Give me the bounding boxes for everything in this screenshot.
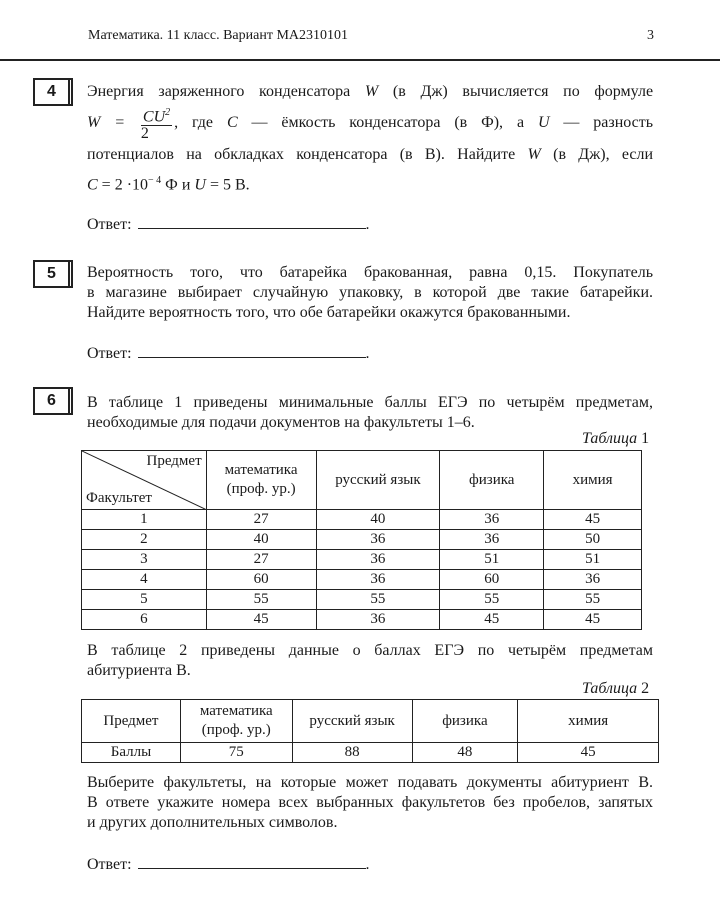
table-cell-score: 45 <box>206 610 316 630</box>
q4-text-2a: , где <box>174 114 214 131</box>
table-2-header-chem: химия <box>518 700 659 743</box>
q4-var-c-2: C <box>87 176 98 194</box>
question-6-intro <box>87 393 653 433</box>
header-title: Математика. 11 класс. Вариант МА2310101 <box>88 28 348 43</box>
question-6-mid <box>87 641 653 681</box>
table-cell-score: 60 <box>206 570 316 590</box>
table-1-caption <box>582 430 649 448</box>
question-4-text <box>87 82 653 194</box>
table-2 <box>81 699 659 763</box>
q4-answer-field[interactable] <box>138 214 366 229</box>
table-1-header-math <box>206 451 316 510</box>
question-5-number: 5 <box>47 265 56 282</box>
q4-var-u: U <box>537 114 550 131</box>
header-math-line-2: (проф. ур.) <box>226 481 296 497</box>
table-cell-score: 36 <box>316 610 440 630</box>
table-1-header-row <box>82 451 642 510</box>
table-1-header-chem: химия <box>544 451 642 510</box>
q5-answer-field[interactable] <box>138 343 366 358</box>
q4-formula-fraction <box>141 105 172 142</box>
question-4-number-box <box>33 78 73 106</box>
q4-var-u-2: U <box>194 176 206 194</box>
table-row <box>82 610 642 630</box>
table-2-header-math <box>180 700 292 743</box>
table-cell-score: 36 <box>440 530 544 550</box>
q6-answer-field[interactable] <box>138 854 366 869</box>
question-6-number-box <box>33 387 73 415</box>
q6-intro-line-2: необходимые для подачи документов на факультеты 1–6. <box>87 414 475 431</box>
page-number: 3 <box>647 28 654 43</box>
page-header <box>88 28 654 48</box>
table-cell-score: 45 <box>440 610 544 630</box>
table-2-caption-word: Таблица <box>582 680 638 697</box>
table-cell-score: 55 <box>206 590 316 610</box>
table-1-header-phys: физика <box>440 451 544 510</box>
q4-frac-num: CU <box>142 107 166 125</box>
q4-text-3a: потенциалов на обкладках конденсатора (в В). Найдите <box>87 146 516 163</box>
table-cell-score: 51 <box>440 550 544 570</box>
table-cell-score: 36 <box>440 510 544 530</box>
q4-formula-lhs: W = <box>87 114 126 131</box>
t2-header-math-line-1: математика <box>199 703 273 719</box>
table-cell-score: 55 <box>316 590 440 610</box>
q4-value-c: = 2 ·10 <box>101 176 149 194</box>
q6-outro-line-3: и других дополнительных символов. <box>87 814 338 831</box>
question-6-answer <box>87 854 370 874</box>
table-row <box>82 590 642 610</box>
t2-header-math-line-2: (проф. ур.) <box>201 722 271 738</box>
table-2-scores-row <box>82 743 659 763</box>
question-5-answer <box>87 343 370 363</box>
table-1-caption-word: Таблица <box>582 430 638 447</box>
q6-answer-label: Ответ: <box>87 856 132 873</box>
table-cell-faculty: 2 <box>82 530 207 550</box>
q4-text-2b: — ёмкость конденсатора (в Ф), а <box>251 114 525 131</box>
table-cell-faculty: 1 <box>82 510 207 530</box>
corner-label-faculty: Факультет <box>86 490 152 506</box>
question-4-answer <box>87 214 370 234</box>
table-cell-score: 40 <box>206 530 316 550</box>
table-cell-score: 27 <box>206 550 316 570</box>
table-1-corner-cell <box>82 451 207 510</box>
q4-text-4mid: Ф и <box>165 176 191 194</box>
table-cell-faculty: 3 <box>82 550 207 570</box>
table-cell-faculty: 6 <box>82 610 207 630</box>
question-5-text <box>87 263 653 323</box>
table-2-label-subject: Предмет <box>82 700 181 743</box>
table-row <box>82 510 642 530</box>
table-2-caption <box>582 680 649 698</box>
q6-answer-end: . <box>365 856 370 873</box>
table-2-caption-number: 2 <box>641 680 650 697</box>
table-cell-score: 36 <box>316 530 440 550</box>
question-5-number-box <box>33 260 73 288</box>
table-row <box>82 570 642 590</box>
q5-line-1: Вероятность того, что батарейка бракованная, равна 0,15. Покупатель <box>87 264 653 281</box>
table-cell-score: 60 <box>440 570 544 590</box>
question-6-outro <box>87 773 653 833</box>
table-cell-faculty: 4 <box>82 570 207 590</box>
table-cell-score: 51 <box>544 550 642 570</box>
header-divider <box>0 59 720 61</box>
table-cell-score: 36 <box>544 570 642 590</box>
table-cell-score: 36 <box>316 550 440 570</box>
table-2-header-row <box>82 700 659 743</box>
q4-frac-den: 2 <box>140 124 149 142</box>
q4-text-3b: (в Дж), если <box>553 146 654 163</box>
q4-frac-exp: 2 <box>165 106 171 118</box>
q6-outro-line-1: Выберите факультеты, на которые может подавать документы абитуриент В. <box>87 774 653 791</box>
q4-var-w-2: W <box>527 146 541 163</box>
table-1 <box>81 450 642 630</box>
header-math-line-1: математика <box>224 462 298 478</box>
q4-text-2c: — разность <box>563 114 654 131</box>
table-cell-score: 36 <box>316 570 440 590</box>
q4-text-1a: Энергия заряженного конденсатора <box>87 83 351 100</box>
q4-value-c-exp: − 4 <box>148 175 162 186</box>
table-cell-score: 40 <box>316 510 440 530</box>
table-cell-faculty: 5 <box>82 590 207 610</box>
question-6-number: 6 <box>47 392 56 409</box>
q4-answer-end: . <box>365 216 370 233</box>
q5-line-2: в магазине выбирает случайную упаковку, в которой две такие батарейки. <box>87 284 653 301</box>
q4-value-u: = 5 В. <box>209 176 250 194</box>
q4-var-w: W <box>364 83 379 100</box>
table-cell-score: 55 <box>544 590 642 610</box>
table-2-label-scores: Баллы <box>82 743 181 763</box>
table-2-header-phys: физика <box>412 700 518 743</box>
q6-outro-line-2: В ответе укажите номера всех выбранных факультетов без пробелов, запятых <box>87 794 653 811</box>
table-row <box>82 550 642 570</box>
q6-mid-line-1: В таблице 2 приведены данные о баллах ЕГЭ по четырём предметам <box>87 642 653 659</box>
q5-answer-label: Ответ: <box>87 345 132 362</box>
q5-line-3: Найдите вероятность того, что обе батарейки окажутся бракованными. <box>87 304 571 321</box>
table-2-score-phys: 48 <box>412 743 518 763</box>
q5-answer-end: . <box>365 345 370 362</box>
q6-mid-line-2: абитуриента В. <box>87 662 191 679</box>
table-cell-score: 50 <box>544 530 642 550</box>
q4-text-1b: (в Дж) вычисляется по формуле <box>392 83 654 100</box>
table-cell-score: 55 <box>440 590 544 610</box>
q4-answer-label: Ответ: <box>87 216 132 233</box>
question-4-number: 4 <box>47 83 56 100</box>
table-cell-score: 27 <box>206 510 316 530</box>
table-2-header-rus: русский язык <box>292 700 412 743</box>
q6-intro-line-1: В таблице 1 приведены минимальные баллы ЕГЭ по четырём предметам, <box>87 394 653 411</box>
table-cell-score: 45 <box>544 510 642 530</box>
table-2-score-chem: 45 <box>518 743 659 763</box>
table-1-body <box>82 510 642 630</box>
table-1-caption-number: 1 <box>641 430 650 447</box>
table-cell-score: 45 <box>544 610 642 630</box>
table-2-score-math: 75 <box>180 743 292 763</box>
q4-var-c: C <box>226 114 238 131</box>
corner-label-subject: Предмет <box>146 453 202 469</box>
table-1-header-rus: русский язык <box>316 451 440 510</box>
table-2-score-rus: 88 <box>292 743 412 763</box>
table-row <box>82 530 642 550</box>
